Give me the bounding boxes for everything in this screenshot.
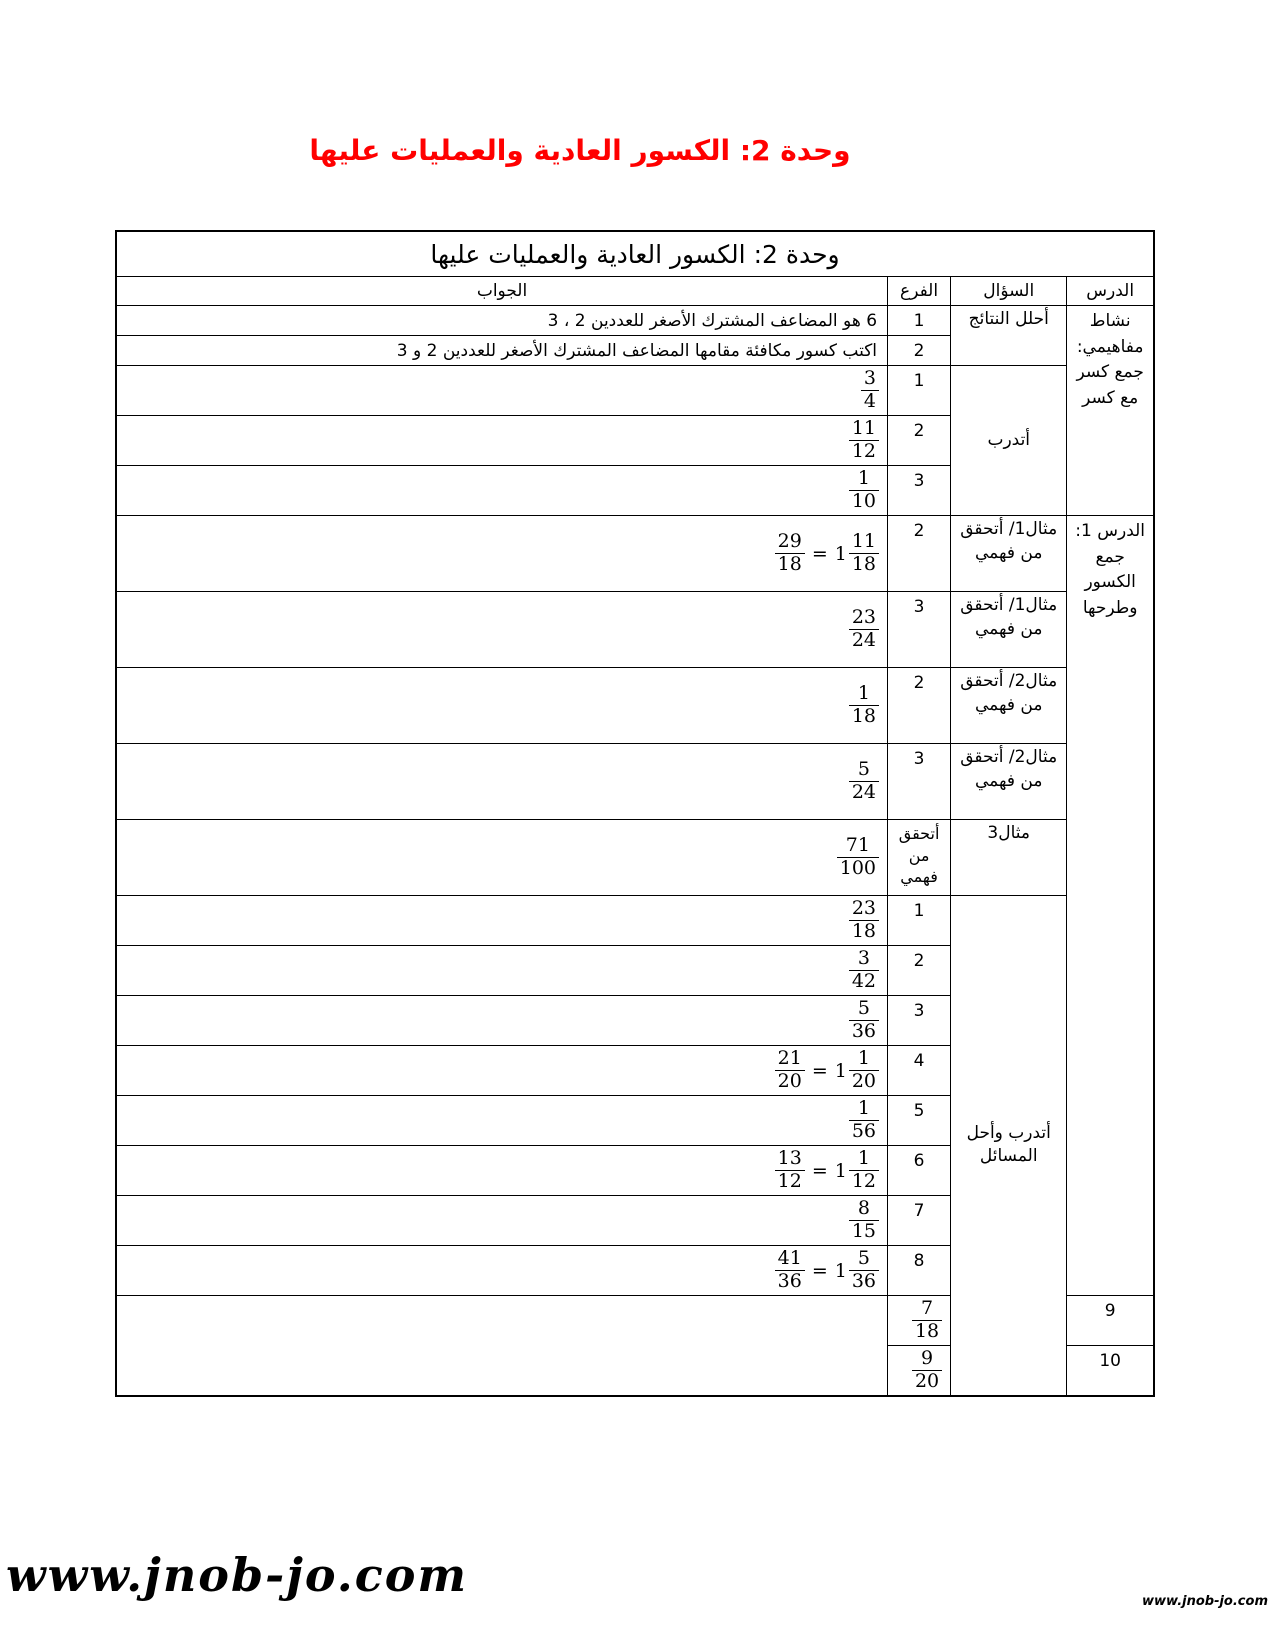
branch-cell: 3 [888,744,951,820]
answer-cell [116,1146,888,1196]
table-title-row [116,231,1154,277]
answer-cell [888,1296,951,1346]
fraction-numerator: 8 [849,1198,879,1221]
mixed-number-whole: 1 [834,1159,847,1182]
branch-cell: 2 [888,416,951,466]
table-row [116,896,1154,946]
equals-sign: = [811,1159,828,1182]
answer-fraction [849,898,879,943]
answer-cell [116,896,888,946]
fraction-numerator: 71 [837,835,879,858]
fraction-denominator: 12 [851,440,877,462]
fraction-numerator: 5 [849,759,879,782]
branch-cell: 2 [888,336,951,366]
fraction-denominator: 12 [851,1170,877,1192]
question-cell: أتدرب وأحل المسائل [951,896,1067,1396]
equals-sign: = [811,542,828,565]
branch-cell: 2 [888,516,951,592]
branch-cell: 7 [888,1196,951,1246]
answer-cell [116,416,888,466]
answer-fraction [912,1298,942,1343]
fraction-denominator: 10 [851,490,877,512]
answer-cell [116,946,888,996]
answer-cell [888,1346,951,1396]
branch-cell: 6 [888,1146,951,1196]
fraction-numerator: 29 [775,531,805,554]
fraction-numerator: 11 [849,418,879,441]
column-header-answer: الجواب [116,277,888,306]
answer-cell: 6 هو المضاعف المشترك الأصغر للعددين 2 ، 3 [116,306,888,336]
improper-fraction [775,1148,805,1193]
fraction-numerator: 7 [912,1298,942,1321]
fraction-numerator: 9 [912,1348,942,1371]
fraction-denominator: 4 [863,390,877,412]
question-cell: أحلل النتائج [951,306,1067,366]
table-row [116,592,1154,668]
answer-cell [116,466,888,516]
answer-fraction [849,468,879,513]
answer-fraction [849,1098,879,1143]
fraction-numerator: 5 [849,998,879,1021]
answer-fraction [861,368,879,413]
fraction-denominator: 20 [777,1070,802,1092]
fraction-numerator: 5 [849,1248,879,1271]
answer-equation [775,1048,879,1093]
fraction-denominator: 36 [851,1270,877,1292]
answer-equation [775,531,879,576]
fraction-denominator: 18 [914,1320,940,1342]
answer-fraction [912,1348,942,1393]
answer-fraction [849,607,879,652]
answer-cell [116,668,888,744]
answer-cell [116,820,888,896]
branch-cell: 1 [888,306,951,336]
watermark-small: www.jnob-jo.com [1142,1594,1268,1609]
answer-equation [775,1148,879,1193]
fraction-denominator: 36 [851,1020,877,1042]
mixed-number-whole: 1 [834,1059,847,1082]
answer-fraction [849,948,879,993]
answer-fraction [849,1198,879,1243]
mixed-number-fraction [849,1148,879,1193]
answer-cell [116,1096,888,1146]
answer-fraction [849,759,879,804]
fraction-numerator: 1 [849,1148,879,1171]
fraction-numerator: 23 [849,607,879,630]
answer-fraction [849,998,879,1043]
fraction-denominator: 15 [851,1220,877,1242]
branch-cell: 4 [888,1046,951,1096]
branch-cell: 9 [1067,1296,1154,1346]
fraction-denominator: 56 [851,1120,877,1142]
answer-cell [116,1046,888,1096]
mixed-number-whole: 1 [834,1259,847,1282]
answer-fraction [837,835,879,880]
table-title: وحدة 2: الكسور العادية والعمليات عليها [116,231,1154,277]
table-row [116,668,1154,744]
question-cell: مثال2/ أتحقق من فهمي [951,668,1067,744]
table-row [116,744,1154,820]
fraction-denominator: 18 [851,920,877,942]
column-header-question: السؤال [951,277,1067,306]
answer-fraction [849,683,879,728]
question-cell: مثال1/ أتحقق من فهمي [951,592,1067,668]
answer-cell [116,1196,888,1246]
question-cell: مثال2/ أتحقق من فهمي [951,744,1067,820]
fraction-numerator: 3 [849,948,879,971]
fraction-numerator: 1 [849,468,879,491]
question-cell: مثال1/ أتحقق من فهمي [951,516,1067,592]
watermark-script: www.jnob-jo.com [6,1548,469,1602]
answer-cell [116,516,888,592]
fraction-denominator: 100 [839,857,877,879]
answer-cell [116,996,888,1046]
improper-fraction [775,1048,805,1093]
table-row [116,820,1154,896]
answer-cell [116,592,888,668]
improper-fraction [775,1248,805,1293]
fraction-numerator: 1 [849,1048,879,1071]
answers-table-container [115,230,1155,1397]
fraction-numerator: 13 [775,1148,805,1171]
fraction-denominator: 12 [777,1170,802,1192]
fraction-numerator: 1 [849,683,879,706]
fraction-denominator: 42 [851,970,877,992]
table-row [116,366,1154,416]
branch-cell: أتحقق من فهمي [888,820,951,896]
answer-cell [116,744,888,820]
branch-cell: 3 [888,466,951,516]
fraction-denominator: 36 [777,1270,802,1292]
equals-sign: = [811,1059,828,1082]
table-header-row [116,277,1154,306]
lesson-cell: الدرس 1: جمع الكسور وطرحها [1067,516,1154,1296]
page-title: وحدة 2: الكسور العادية والعمليات عليها [309,134,851,167]
branch-cell: 2 [888,668,951,744]
fraction-denominator: 24 [851,781,877,803]
fraction-denominator: 24 [851,629,877,651]
column-header-lesson: الدرس [1067,277,1154,306]
fraction-denominator: 18 [851,705,877,727]
fraction-denominator: 20 [851,1070,877,1092]
answers-table [115,230,1155,1397]
fraction-numerator: 1 [849,1098,879,1121]
fraction-denominator: 18 [851,553,877,575]
branch-cell: 8 [888,1246,951,1296]
fraction-denominator: 18 [777,553,802,575]
branch-cell: 2 [888,946,951,996]
answer-fraction [849,418,879,463]
fraction-numerator: 21 [775,1048,805,1071]
fraction-numerator: 3 [861,368,879,391]
mixed-number-whole: 1 [834,542,847,565]
answer-cell [116,366,888,416]
branch-cell: 10 [1067,1346,1154,1396]
branch-cell: 1 [888,366,951,416]
column-header-branch: الفرع [888,277,951,306]
question-cell: مثال3 [951,820,1067,896]
branch-cell: 1 [888,896,951,946]
table-row [116,516,1154,592]
mixed-number-fraction [849,1048,879,1093]
answer-cell: اكتب كسور مكافئة مقامها المضاعف المشترك الأصغر للعددين 2 و 3 [116,336,888,366]
fraction-denominator: 20 [914,1369,940,1392]
mixed-number-fraction [849,531,879,576]
branch-cell: 3 [888,592,951,668]
mixed-number-fraction [849,1248,879,1293]
branch-cell: 3 [888,996,951,1046]
improper-fraction [775,531,805,576]
fraction-numerator: 41 [775,1248,805,1271]
answer-equation [775,1248,879,1293]
question-cell: أتدرب [951,366,1067,516]
fraction-numerator: 11 [849,531,879,554]
lesson-cell: نشاط مفاهيمي: جمع كسر مع كسر [1067,306,1154,516]
fraction-numerator: 23 [849,898,879,921]
table-row [116,306,1154,336]
branch-cell: 5 [888,1096,951,1146]
equals-sign: = [811,1259,828,1282]
answer-cell [116,1246,888,1296]
